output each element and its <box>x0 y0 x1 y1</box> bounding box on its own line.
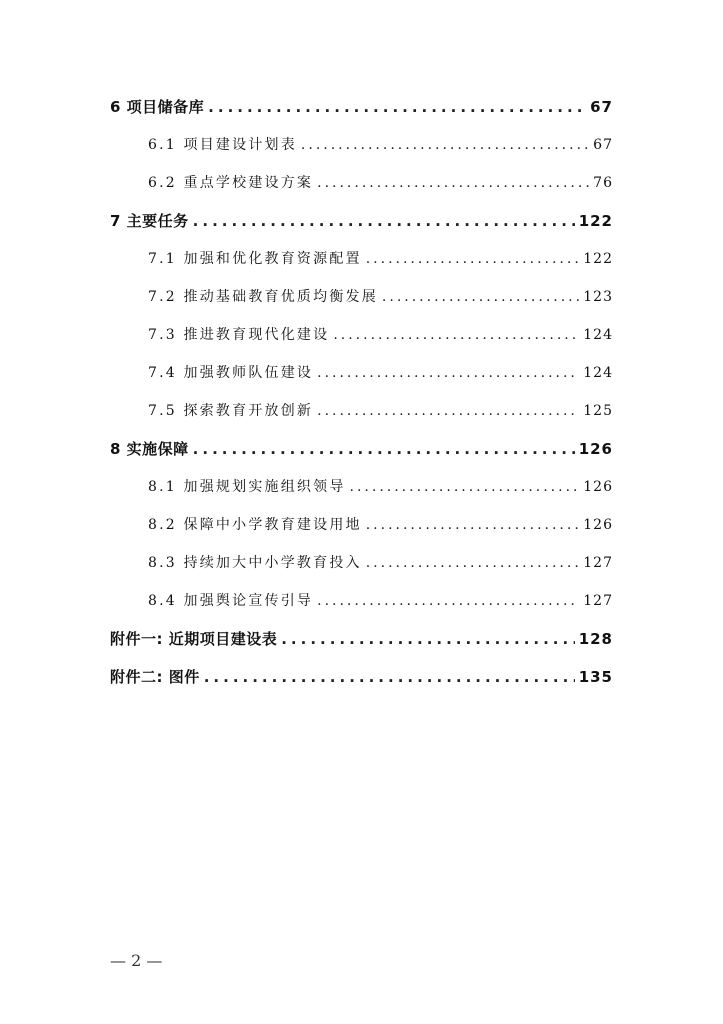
toc-entry-title: 8.3 持续加大中小学教育投入 <box>148 555 362 571</box>
toc-dot-leader <box>366 517 580 533</box>
toc-entry-title: 8.2 保障中小学教育建设用地 <box>148 517 362 533</box>
toc-dot-leader <box>366 251 580 267</box>
toc-dot-leader <box>382 289 579 305</box>
toc-entry-page: 126 <box>583 479 613 495</box>
toc-dot-leader <box>317 365 579 381</box>
toc-entry-title: 6 项目储备库 <box>110 98 205 116</box>
toc-dot-leader <box>208 98 586 116</box>
toc-entry-title: 7.4 加强教师队伍建设 <box>148 365 314 381</box>
toc-entry-title: 7.2 推动基础教育优质均衡发展 <box>148 289 378 305</box>
toc-entry[interactable] <box>110 666 613 690</box>
toc-dot-leader <box>317 175 589 191</box>
toc-entry[interactable] <box>110 210 613 234</box>
toc-entry[interactable] <box>110 628 613 652</box>
toc-dot-leader <box>193 440 575 458</box>
toc-entry-page: 127 <box>583 593 613 609</box>
toc-entry-page: 124 <box>583 365 613 381</box>
toc-entry-page: 67 <box>590 98 613 116</box>
toc-entry[interactable] <box>148 400 613 424</box>
toc-dot-leader <box>317 593 579 609</box>
toc-entry[interactable] <box>148 248 613 272</box>
toc-entry[interactable] <box>148 362 613 386</box>
toc-entry-page: 123 <box>583 289 613 305</box>
toc-entry-page: 122 <box>578 212 613 230</box>
toc-dot-leader <box>333 327 579 343</box>
toc-entry-page: 127 <box>583 555 613 571</box>
toc-entry-title: 8 实施保障 <box>110 440 189 458</box>
toc-entry-page: 126 <box>583 517 613 533</box>
toc-entry[interactable] <box>110 438 613 462</box>
toc-entry-page: 67 <box>593 137 613 153</box>
page-number: — 2 — <box>110 951 163 970</box>
toc-entry[interactable] <box>148 590 613 614</box>
toc-entry-page: 122 <box>583 251 613 267</box>
toc-dot-leader <box>301 137 589 153</box>
toc-entry-title: 附件二: 图件 <box>110 668 200 686</box>
toc-dot-leader <box>204 668 575 686</box>
toc-entry[interactable] <box>148 514 613 538</box>
toc-entry-title: 7.3 推进教育现代化建设 <box>148 327 330 343</box>
toc-entry-page: 125 <box>583 403 613 419</box>
toc-entry[interactable] <box>148 172 613 196</box>
toc-entry[interactable] <box>148 324 613 348</box>
toc-entry-title: 7.5 探索教育开放创新 <box>148 403 314 419</box>
toc-dot-leader <box>193 212 575 230</box>
toc-entry-title: 6.2 重点学校建设方案 <box>148 175 314 191</box>
toc-entry[interactable] <box>110 96 613 120</box>
toc-entry[interactable] <box>148 134 613 158</box>
toc-entry-page: 124 <box>583 327 613 343</box>
toc-dot-leader <box>350 479 580 495</box>
toc-entry-title: 7.1 加强和优化教育资源配置 <box>148 251 362 267</box>
toc-entry-title: 附件一: 近期项目建设表 <box>110 630 278 648</box>
toc-entry[interactable] <box>148 476 613 500</box>
toc-entry-page: 76 <box>593 175 613 191</box>
toc-entry[interactable] <box>148 286 613 310</box>
toc-entry-title: 6.1 项目建设计划表 <box>148 137 297 153</box>
toc-entry-title: 8.1 加强规划实施组织领导 <box>148 479 346 495</box>
toc-entry-page: 126 <box>578 440 613 458</box>
toc-dot-leader <box>317 403 579 419</box>
toc-entry-title: 7 主要任务 <box>110 212 189 230</box>
toc-dot-leader <box>366 555 580 571</box>
toc-dot-leader <box>281 630 574 648</box>
toc-entry-page: 128 <box>578 630 613 648</box>
toc-entry-page: 135 <box>578 668 613 686</box>
toc-entry-title: 8.4 加强舆论宣传引导 <box>148 593 314 609</box>
toc-entry[interactable] <box>148 552 613 576</box>
